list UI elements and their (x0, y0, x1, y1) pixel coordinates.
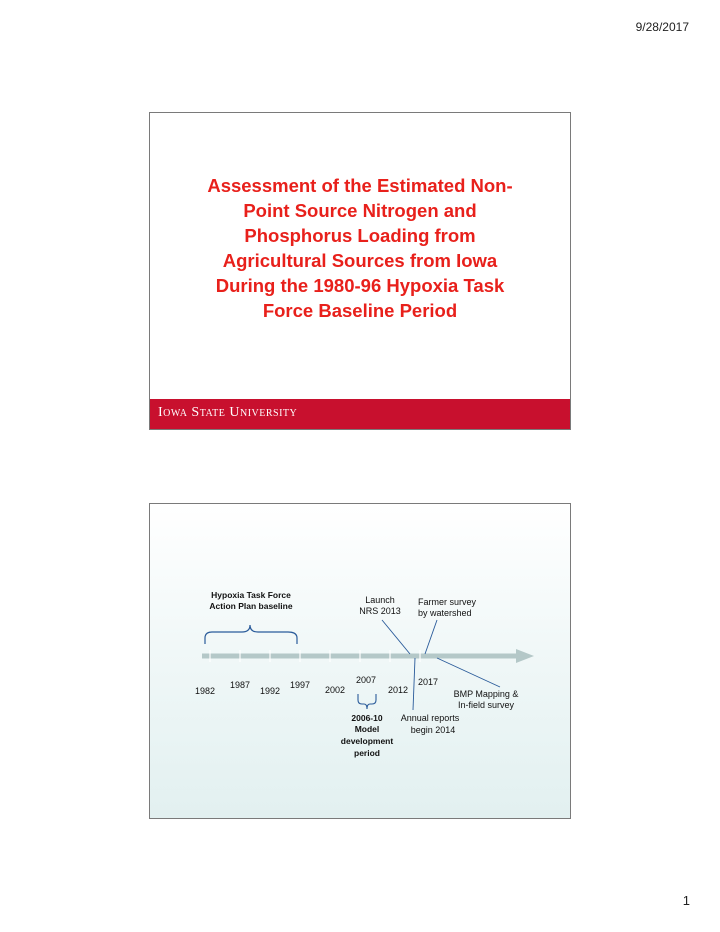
launch-pointer (382, 620, 410, 654)
farmer-survey-pointer (425, 620, 437, 654)
year-label: 2012 (387, 685, 409, 695)
annual-reports-label-line1: Annual reports (400, 713, 460, 723)
farmer-survey-label-line1: Farmer survey (418, 597, 477, 607)
launch-label-line1: Launch (365, 595, 395, 605)
bmp-pointer (437, 658, 500, 687)
title-line: Point Source Nitrogen and (243, 200, 477, 221)
slide-title (160, 173, 560, 323)
baseline-label-line2: Action Plan baseline (209, 601, 293, 611)
model-label-line1: 2006-10 (351, 713, 383, 723)
year-label: 2017 (417, 677, 439, 687)
model-label-line3: development (340, 736, 394, 746)
launch-label-line2: NRS 2013 (359, 606, 401, 616)
title-line: Force Baseline Period (262, 300, 458, 321)
year-label: 1997 (289, 680, 311, 690)
title-line: During the 1980-96 Hypoxia Task (215, 275, 505, 296)
model-period-brace (358, 694, 376, 709)
year-label: 1982 (194, 686, 216, 696)
title-line: Phosphorus Loading from (244, 225, 476, 246)
farmer-survey-label-line2: by watershed (418, 608, 472, 618)
bmp-label-line2: In-field survey (457, 700, 515, 710)
timeline-diagram (150, 504, 570, 818)
iowa-state-logo: Iowa State University (158, 405, 298, 420)
year-label: 1992 (259, 686, 281, 696)
year-label: 2002 (324, 685, 346, 695)
title-line: Agricultural Sources from Iowa (222, 250, 498, 271)
header-date: 9/28/2017 (635, 20, 689, 34)
title-line: Assessment of the Estimated Non- (207, 175, 513, 196)
model-label-line2: Model (354, 724, 380, 734)
bmp-label-line1: BMP Mapping & (453, 689, 519, 699)
baseline-brace (205, 625, 297, 644)
baseline-label-line1: Hypoxia Task Force (211, 590, 291, 600)
year-label: 1987 (229, 680, 251, 690)
timeline-arrowhead (516, 649, 534, 663)
university-footer-bar (150, 399, 570, 429)
page-number: 1 (682, 893, 690, 908)
annual-reports-pointer (413, 658, 415, 710)
model-label-line4: period (354, 748, 380, 758)
year-label: 2007 (355, 675, 377, 685)
timeline-slide (149, 503, 571, 819)
annual-reports-label-line2: begin 2014 (410, 725, 456, 735)
title-slide (149, 112, 571, 430)
